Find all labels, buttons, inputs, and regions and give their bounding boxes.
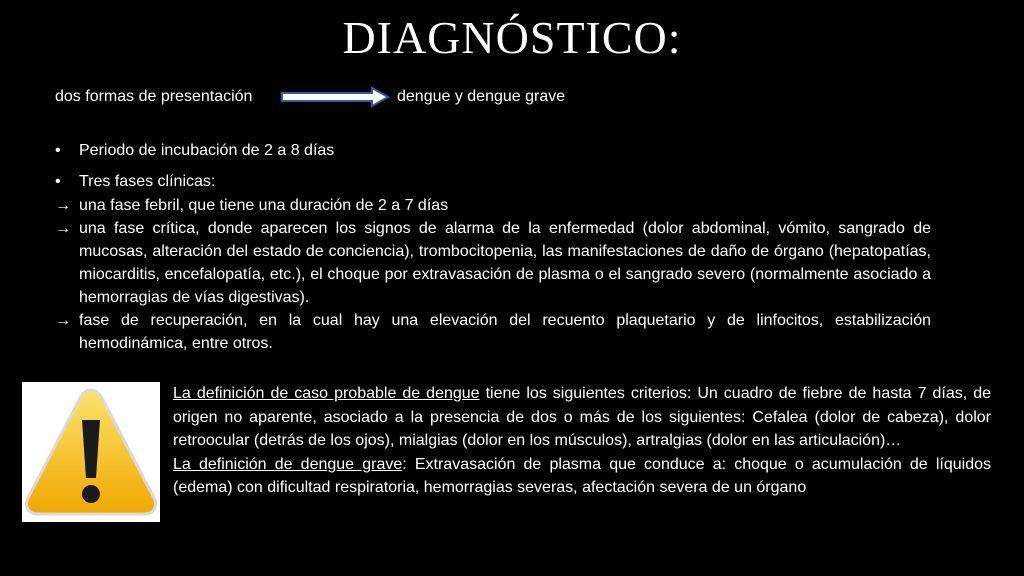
warning-image xyxy=(22,382,160,522)
definitions-block xyxy=(173,382,991,500)
severe-dengue-definition: La definición de dengue grave: Extravasación de plasma que conduce a: choque o acumulación de líquidos (edema) con dificultad respiratoria, hemorragias severas, afectación severa de un órgano xyxy=(173,455,992,496)
phase-recuperacion: → fase de recuperación, en la cual hay una elevación del recuento plaquetario y de linfocitos, estabilización hemodinámica, entre otros. xyxy=(55,309,931,355)
bullet-icon: • xyxy=(55,142,61,159)
probable-dengue-definition: La definición de caso probable de dengue tiene los siguientes criterios: Un cuadro de fiebre de hasta 7 días, de origen no aparente, asociado a la presencia de dos o más de los siguientes: Cefalea (dolor de cabeza), dolor retroocular (detrás de los ojos), mialgias (dolor en los músculos), artralgias (dolor en las articulación)… xyxy=(173,385,992,449)
phase-critica: → una fase crítica, donde aparecen los signos de alarma de la enfermedad (dolor abdominal, vómito, sangrado de mucosas, alteración del estado de conciencia), trombocitopenia, las manifestaciones de daño de órgano (hepatopatías, miocarditis, encefalopatía, etc.), el choque por extravasación de plasma o el sangrado severo (normalmente asociado a hemorragias de vías digestivas). xyxy=(55,217,931,309)
slide-title: DIAGNÓSTICO: xyxy=(342,12,682,63)
right-arrow-icon: → xyxy=(55,220,71,237)
right-arrow-icon: → xyxy=(55,197,71,214)
probable-dengue-term: La definición de caso probable de dengue xyxy=(173,385,480,402)
phase-febril: → una fase febril, que tiene una duración de 2 a 7 días xyxy=(55,194,931,217)
right-arrow-icon: → xyxy=(55,312,71,329)
bullet-icon: • xyxy=(55,173,61,190)
presentation-forms-row xyxy=(55,86,615,108)
right-arrow-icon xyxy=(280,86,392,108)
dengue-types-label: dengue y dengue grave xyxy=(397,88,566,105)
presentation-forms-label: dos formas de presentación xyxy=(55,88,253,105)
warning-icon xyxy=(22,382,160,522)
severe-dengue-term: La definición de dengue grave xyxy=(173,455,403,473)
